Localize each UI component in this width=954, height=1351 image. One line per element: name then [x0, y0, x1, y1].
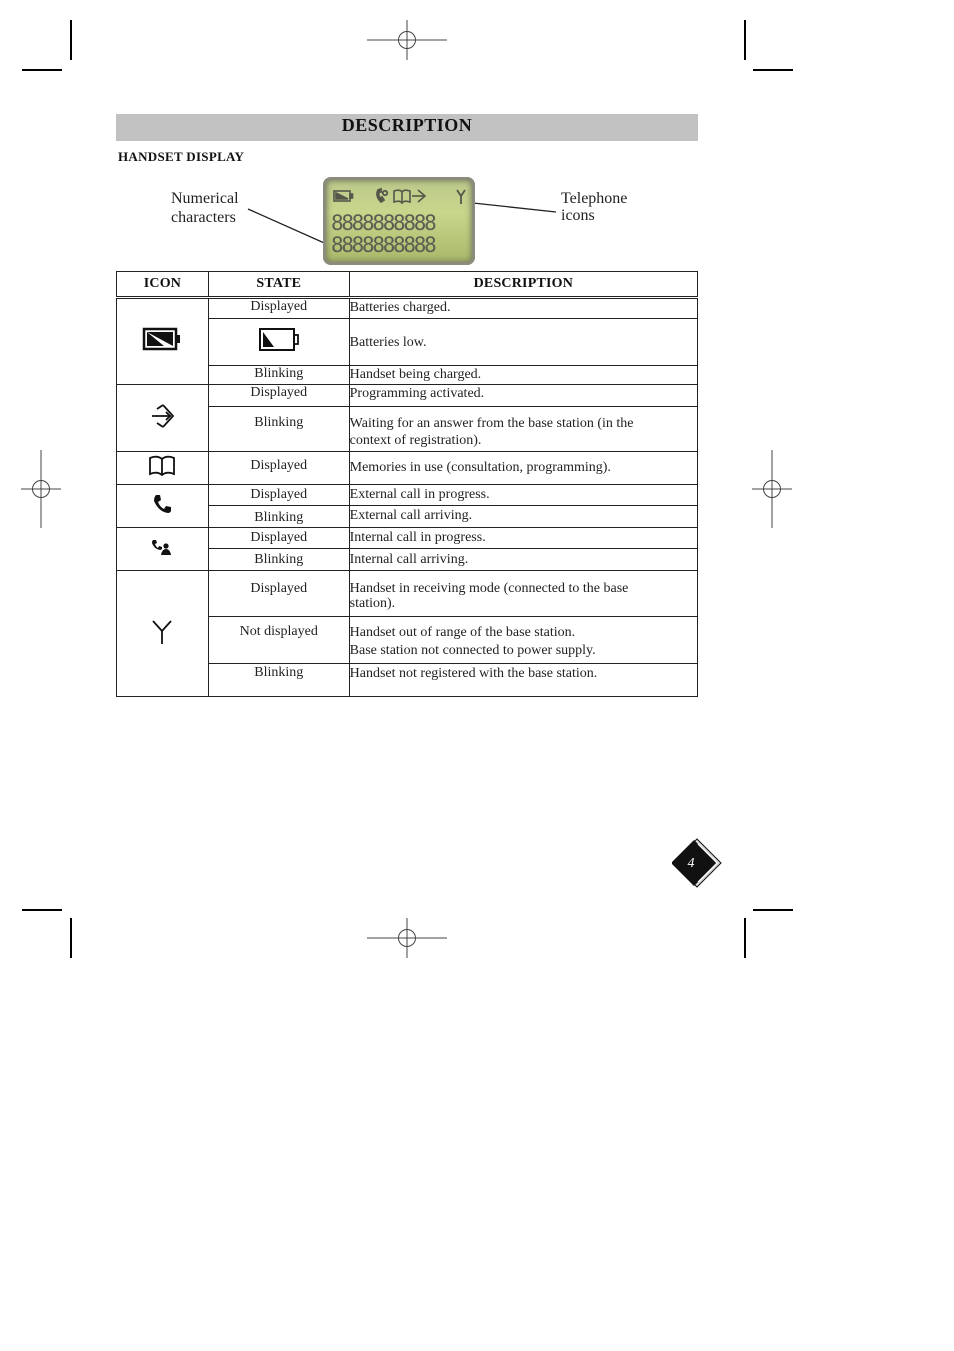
state-cell: Blinking: [208, 366, 349, 385]
lcd-book-icon: [394, 190, 410, 203]
book-icon: [147, 454, 177, 478]
description-cell: Batteries charged.: [349, 298, 697, 319]
table-row: [117, 571, 698, 617]
state-icon-cell: [208, 319, 349, 366]
callout-numerical-line2: characters: [171, 209, 236, 226]
description-line: Handset out of range of the base station.: [349, 625, 576, 640]
description-line: station).: [349, 596, 396, 611]
description-cell: External call arriving.: [349, 506, 697, 528]
programming-arrow-icon: [147, 401, 177, 431]
state-cell: Displayed: [208, 385, 349, 407]
battery-icon: [142, 326, 182, 352]
table-row: [117, 528, 698, 549]
lcd-status-icons: [332, 187, 472, 207]
header-state: STATE: [208, 272, 349, 298]
internal-call-icon-cell: [117, 528, 209, 571]
description-cell: Internal call arriving.: [349, 549, 697, 571]
description-cell: [349, 617, 697, 664]
state-cell: Blinking: [208, 506, 349, 528]
page-number-badge: [672, 838, 722, 888]
description-cell: [349, 407, 697, 452]
description-line: Handset in receiving mode (connected to the base: [349, 581, 629, 596]
antenna-icon-cell: [117, 571, 209, 697]
state-cell: Blinking: [208, 549, 349, 571]
programming-icon-cell: [117, 385, 209, 452]
registration-mark-bottom: [367, 918, 447, 958]
header-description: DESCRIPTION: [349, 272, 697, 298]
description-cell: Handset being charged.: [349, 366, 697, 385]
state-cell: Blinking: [208, 407, 349, 452]
callout-numerical-line1: Numerical: [171, 190, 239, 207]
battery-low-icon: [258, 326, 300, 354]
subsection-title: HANDSET DISPLAY: [118, 149, 245, 164]
section-title: DESCRIPTION: [116, 114, 698, 141]
table-row: [117, 385, 698, 407]
description-cell: [349, 571, 697, 617]
description-line: context of registration).: [349, 433, 482, 448]
lcd-antenna-icon: [457, 190, 465, 204]
registration-mark-left: [21, 450, 61, 528]
crop-mark: [70, 918, 72, 958]
description-cell: External call in progress.: [349, 485, 697, 506]
description-line: Waiting for an answer from the base station (in the: [349, 416, 634, 431]
antenna-icon: [149, 617, 175, 645]
table-row: [117, 485, 698, 506]
internal-call-icon: [151, 538, 173, 556]
lcd-arrow-icon: [412, 190, 425, 202]
battery-icon-cell: [117, 298, 209, 385]
callout-telephone-line2: icons: [561, 207, 595, 224]
callout-leader-lines: [0, 0, 954, 300]
description-cell: Handset not registered with the base station.: [349, 664, 697, 697]
crop-mark: [744, 918, 746, 958]
state-cell: Not displayed: [208, 617, 349, 664]
lcd-battery-icon: [334, 191, 353, 201]
icon-description-table: [116, 271, 698, 697]
table-header-row: [117, 272, 698, 298]
phone-icon: [151, 493, 173, 515]
state-cell: Blinking: [208, 664, 349, 697]
description-cell: Memories in use (consultation, programming).: [349, 452, 697, 485]
state-cell: Displayed: [208, 452, 349, 485]
handset-lcd-display: [323, 177, 475, 265]
external-call-icon-cell: [117, 485, 209, 528]
lcd-digits-row-1: 8888888888: [331, 211, 435, 235]
state-cell: Displayed: [208, 571, 349, 617]
lcd-digits-row-2: 8888888888: [331, 233, 435, 257]
table-row: [117, 298, 698, 319]
state-cell: Displayed: [208, 485, 349, 506]
table-row: [117, 452, 698, 485]
registration-mark-right: [752, 450, 792, 528]
lcd-phone-icon: [377, 189, 387, 202]
crop-mark: [753, 909, 793, 911]
description-cell: Internal call in progress.: [349, 528, 697, 549]
callout-telephone-line1: Telephone: [561, 190, 628, 207]
description-line: Base station not connected to power supply.: [349, 643, 596, 658]
page-number: 4: [687, 856, 695, 871]
description-cell: Programming activated.: [349, 385, 697, 407]
header-icon: ICON: [117, 272, 209, 298]
crop-mark: [22, 909, 62, 911]
state-cell: Displayed: [208, 298, 349, 319]
description-cell: [349, 319, 697, 366]
state-cell: Displayed: [208, 528, 349, 549]
memories-icon-cell: [117, 452, 209, 485]
description-text: Batteries low.: [349, 334, 427, 350]
